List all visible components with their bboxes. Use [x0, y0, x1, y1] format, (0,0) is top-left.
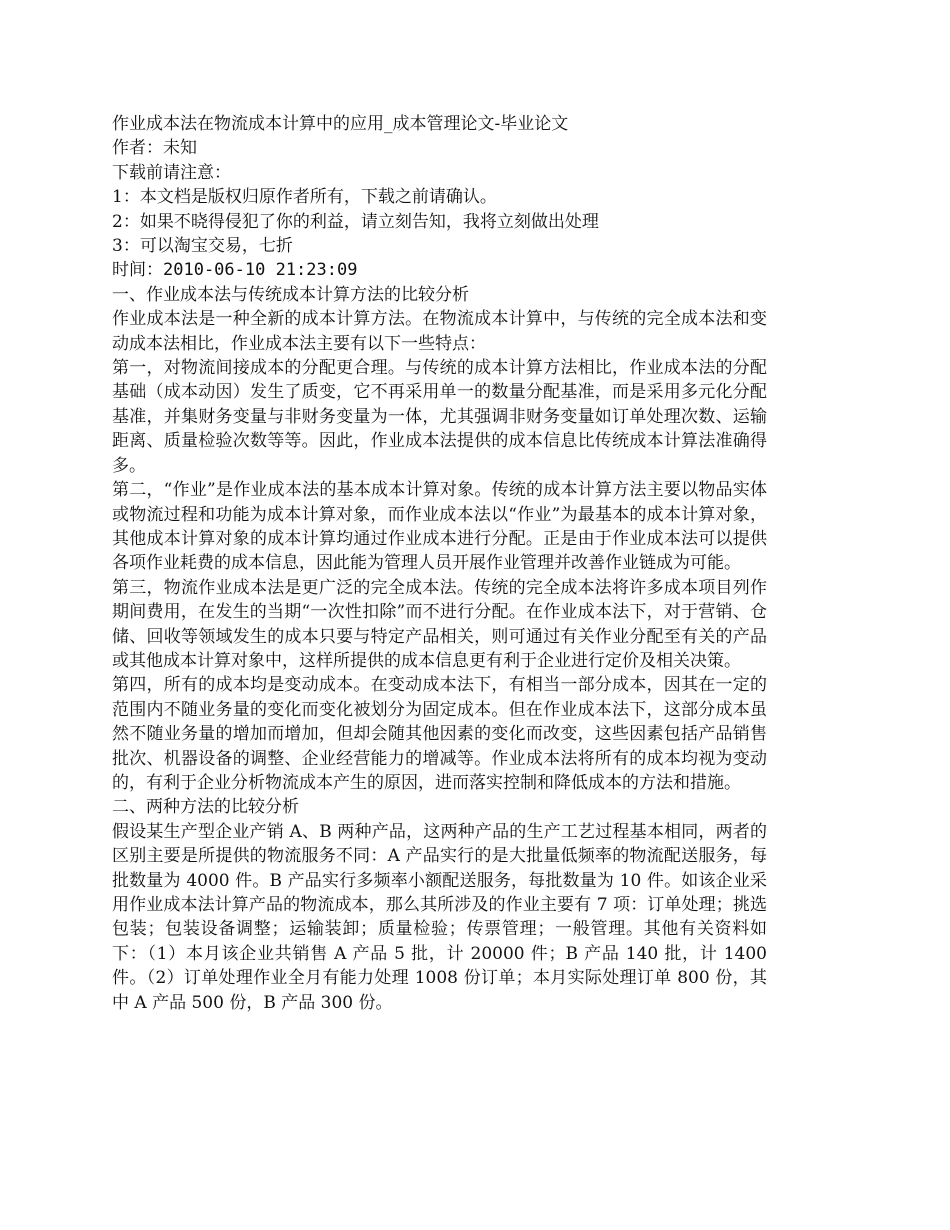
- notice-item: 2：如果不晓得侵犯了你的利益，请立刻告知，我将立刻做出处理: [112, 211, 599, 232]
- paragraph: 第二，“作业”是作业成本法的基本成本计算对象。传统的成本计算方法主要以物品实体或物流过程和功能为成本计算对象，而作业成本法以“作业”为最基本的成本计算对象，其他成本计算对象的成本计算均通过作业成本进行分配。正是由于作业成本法可以提供各项作业耗费的成本信息，因此能为管理人员开展作业管理并改善作业链成为可能。: [112, 480, 767, 574]
- paragraph: 第四，所有的成本均是变动成本。在变动成本法下，有相当一部分成本，因其在一定的范围内不随业务量的变化而变化被划分为固定成本。但在作业成本法下，这部分成本虽然不随业务量的增加而增加，但却会随其他因素的变化而改变，这些因素包括产品销售批次、机器设备的调整、企业经营能力的增减等。作业成本法将所有的成本均视为变动的，有利于企业分析物流成本产生的原因，进而落实控制和降低成本的方法和措施。: [112, 675, 767, 793]
- notice-item: 3：可以淘宝交易，七折: [112, 236, 293, 257]
- paragraph: 第三，物流作业成本法是更广泛的完全成本法。传统的完全成本法将许多成本项目列作期间费用，在发生的当期“一次性扣除”而不进行分配。在作业成本法下，对于营销、仓储、回收等领域发生的成本只要与特定产品相关，则可通过有关作业分配至有关的产品或其他成本计算对象中，这样所提供的成本信息更有利于企业进行定价及相关决策。: [112, 577, 767, 671]
- paragraph: 第一，对物流间接成本的分配更合理。与传统的成本计算方法相比，作业成本法的分配基础（成本动因）发生了质变，它不再采用单一的数量分配基准，而是采用多元化分配基准，并集财务变量与非财务变量为一体，尤其强调非财务变量如订单处理次数、运输距离、质量检验次数等等。因此，作业成本法提供的成本信息比传统成本计算法准确得多。: [112, 358, 767, 476]
- document-title: 作业成本法在物流成本计算中的应用_成本管理论文-毕业论文: [112, 114, 569, 134]
- section-heading: 二、两种方法的比较分析: [112, 797, 299, 818]
- notice-heading: 下载前请注意：: [112, 162, 231, 183]
- document-time: 时间：2010-06-10 21:23:09: [112, 260, 358, 281]
- document-page: [112, 112, 767, 1015]
- paragraph: 假设某生产型企业产销 A、B 两种产品，这两种产品的生产工艺过程基本相同，两者的区别主要是所提供的物流服务不同：A 产品实行的是大批量低频率的物流配送服务，每批数量为 4000 件。B 产品实行多频率小额配送服务，每批数量为 10 件。如该企业采用作业成本法计算产品的物流成本，那么其所涉及的作业主要有 7 项：订单处理；挑选包装；包装设备调整；运输装卸；质量检验；传票管理；一般管理。其他有关资料如下：（1）本月该企业共销售 A 产品 5 批，计 20000 件；B 产品 140 批，计 1400 件。（2）订单处理作业全月有能力处理 1008 份订单；本月实际处理订单 800 份，其中 A 产品 500 份，B 产品 300 份。: [112, 821, 767, 1013]
- notice-item: 1：本文档是版权归原作者所有，下载之前请确认。: [112, 187, 497, 208]
- paragraph: 作业成本法是一种全新的成本计算方法。在物流成本计算中，与传统的完全成本法和变动成本法相比，作业成本法主要有以下一些特点：: [112, 309, 767, 354]
- section-heading: 一、作业成本法与传统成本计算方法的比较分析: [112, 284, 469, 305]
- document-author: 作者：未知: [112, 138, 197, 159]
